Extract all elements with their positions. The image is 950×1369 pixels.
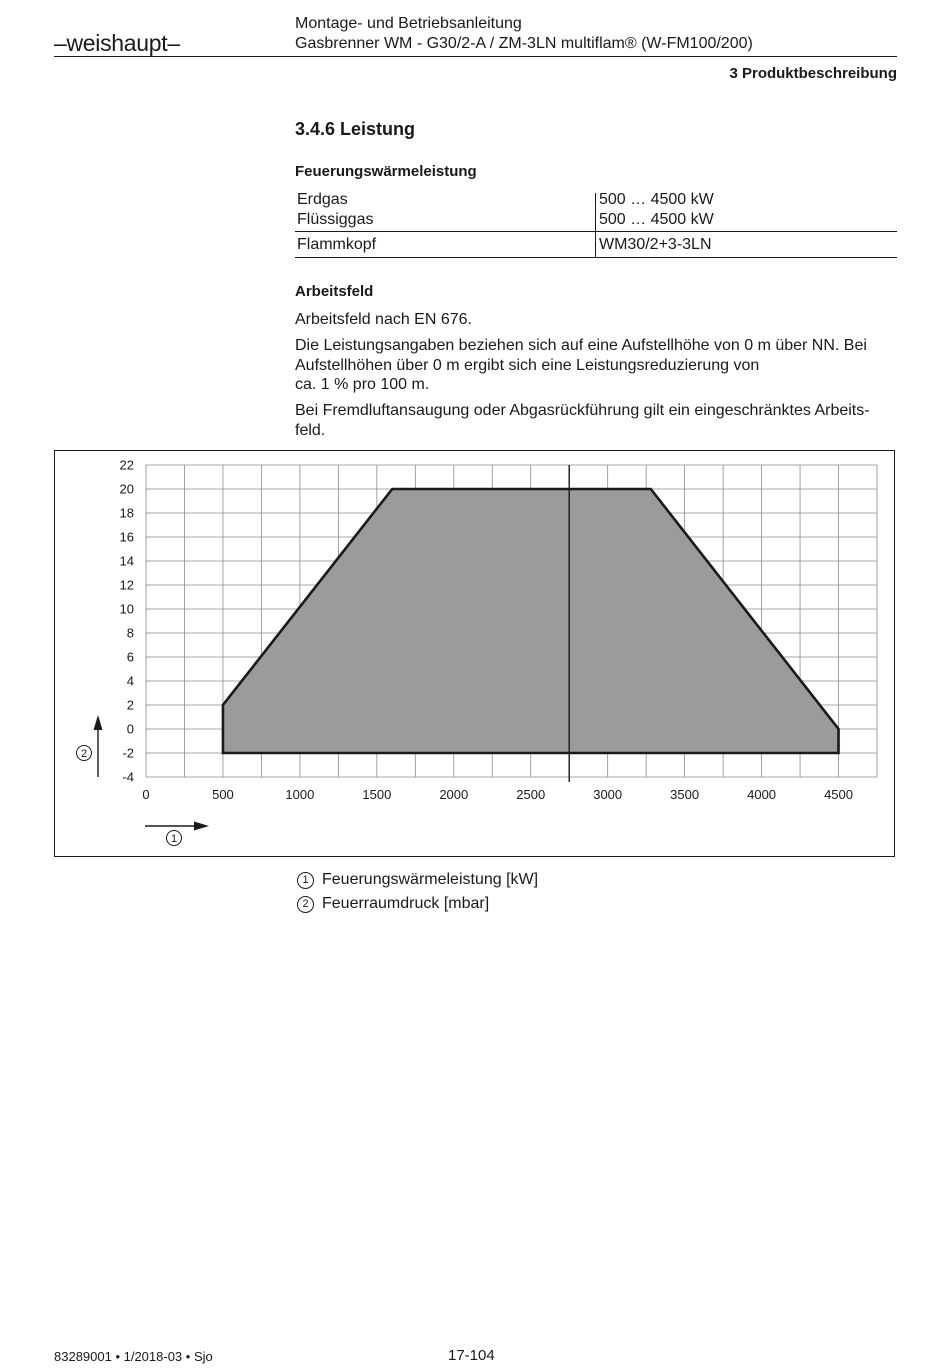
arbeitsfeld-heading: Arbeitsfeld	[295, 283, 374, 300]
x-tick-label: 1000	[285, 787, 315, 802]
x-tick-label: 4500	[824, 787, 853, 802]
chapter-title: 3 Produktbeschreibung	[729, 65, 897, 82]
document-title-line-2: Gasbrenner WM - G30/2-A / ZM-3LN multiflam® (W-FM100/200)	[295, 35, 753, 52]
document-title-line-1: Montage- und Betriebsanleitung	[295, 15, 522, 32]
table-row	[295, 236, 897, 256]
legend-label: Feuerungswärmeleistung [kW]	[322, 871, 539, 888]
y-tick-label: -2	[122, 745, 134, 761]
y-tick-label: 22	[119, 457, 134, 473]
chart-canvas	[55, 451, 896, 858]
header-divider	[54, 56, 897, 57]
y-tick-label: 6	[126, 649, 134, 665]
legend-item	[297, 871, 538, 889]
legend-marker: 1	[297, 872, 314, 889]
working-field-chart	[54, 450, 895, 857]
table-cell-label: Flammkopf	[297, 236, 377, 253]
paragraph-line: Die Leistungsangaben beziehen sich auf eine Aufstellhöhe von 0 m über NN. Bei	[295, 337, 867, 354]
x-tick-label: 3500	[670, 787, 700, 802]
table-cell-value: 500 … 4500 kW	[599, 211, 714, 228]
x-axis-arrowhead	[194, 822, 209, 831]
x-axis-marker-label: 1	[170, 833, 178, 845]
y-tick-label: 2	[126, 697, 134, 713]
table-cell-value: 500 … 4500 kW	[599, 191, 714, 208]
paragraph-line: Aufstellhöhen über 0 m ergibt sich eine Leistungsreduzierung von	[295, 356, 760, 374]
y-tick-label: 4	[126, 673, 134, 689]
x-tick-label: 3000	[593, 787, 623, 802]
paragraph-line: Bei Fremdluftansaugung oder Abgasrückführung gilt ein eingeschränktes Arbeits-	[295, 402, 870, 419]
table-cell-label: Flüssiggas	[297, 211, 374, 228]
x-tick-label: 2500	[516, 787, 546, 802]
y-tick-label: -4	[122, 769, 134, 785]
y-tick-label: 14	[119, 553, 134, 569]
paragraph-line: ca. 1 % pro 100 m.	[295, 376, 430, 393]
footer-document-id: 83289001 • 1/2018-03 • Sjo	[54, 1349, 213, 1364]
y-tick-label: 12	[119, 577, 134, 593]
y-tick-label: 0	[126, 721, 134, 737]
table-bottom-border	[295, 257, 897, 258]
footer-page-number: 17-104	[448, 1347, 495, 1364]
table-divider	[295, 231, 897, 232]
y-axis-arrowhead	[94, 715, 103, 730]
y-tick-label: 18	[119, 505, 134, 521]
legend-marker: 2	[297, 896, 314, 913]
paragraph-line: Arbeitsfeld nach EN 676.	[295, 311, 472, 328]
weishaupt-logo: –weishaupt–	[54, 30, 180, 56]
y-axis-marker-label: 2	[80, 748, 88, 760]
table-row	[295, 191, 897, 211]
paragraph-altitude	[295, 336, 867, 395]
x-tick-label: 2000	[439, 787, 469, 802]
y-tick-label: 10	[119, 601, 134, 617]
spec-table	[295, 191, 897, 251]
working-field-area	[223, 489, 839, 753]
paragraph-restriction	[295, 401, 870, 440]
section-heading: 3.4.6 Leistung	[295, 119, 416, 139]
table-cell-label: Erdgas	[297, 191, 348, 208]
y-tick-label: 16	[119, 529, 134, 545]
y-tick-label: 20	[119, 481, 134, 497]
legend-label: Feuerraumdruck [mbar]	[322, 895, 490, 912]
table-cell-value: WM30/2+3-3LN	[599, 236, 712, 253]
paragraph-norm	[295, 310, 472, 330]
x-tick-label: 1500	[362, 787, 392, 802]
x-tick-label: 0	[142, 787, 150, 802]
y-tick-label: 8	[126, 625, 134, 641]
paragraph-line: feld.	[295, 421, 326, 439]
table-heading: Feuerungswärmeleistung	[295, 163, 477, 180]
table-row	[295, 211, 897, 231]
legend-item	[297, 895, 489, 913]
x-tick-label: 500	[212, 787, 234, 802]
x-tick-label: 4000	[747, 787, 777, 802]
